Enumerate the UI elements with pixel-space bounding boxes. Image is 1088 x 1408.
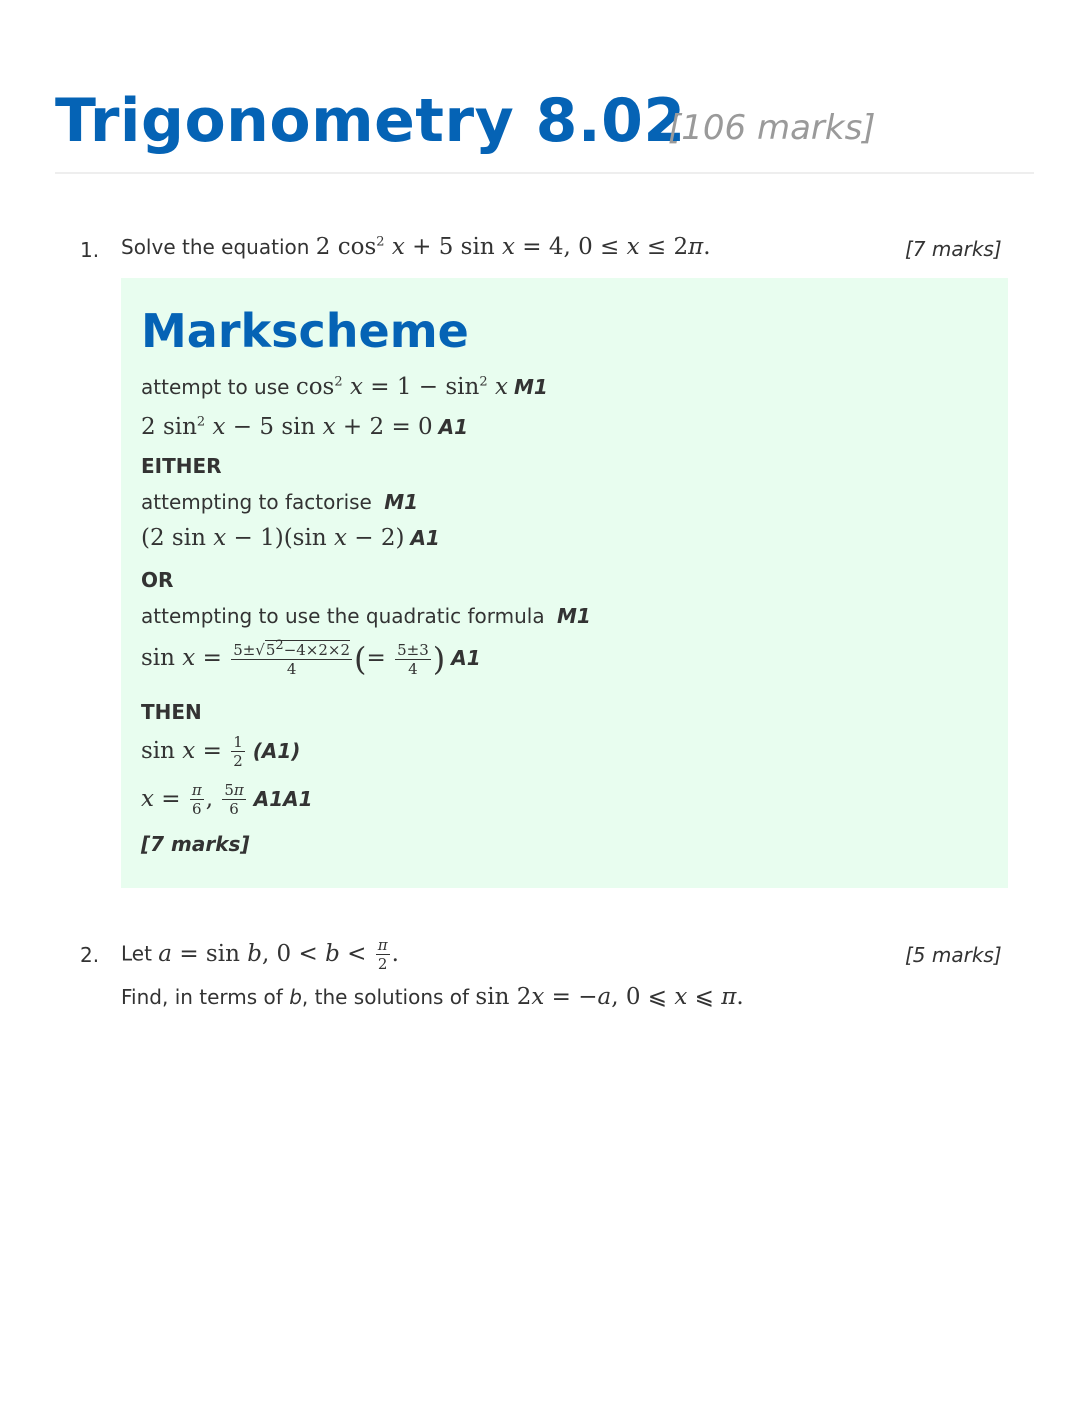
question-text-mid: , the solutions of	[301, 985, 476, 1009]
math-expression: (2 sin x − 1)(sin x − 2)	[141, 525, 405, 551]
markscheme-box	[121, 278, 1008, 888]
mark-label: A1	[410, 526, 440, 550]
question-marks: [5 marks]	[905, 943, 1002, 967]
math-expression: sin x = $\frac{5\pm√5^2-4\times 2\times 2}{4}$ (= $\frac{5\pm 3}{4}$ )	[141, 637, 446, 678]
markscheme-line	[141, 733, 300, 770]
page-header	[55, 86, 1034, 174]
math-expression: sin x = $\frac{1}{2}$	[141, 733, 243, 770]
math-expression: 2 $\sin^2 x - 5$ sin x + 2 = 0	[141, 414, 433, 440]
markscheme-line	[141, 604, 591, 628]
question-text-prefix: Let	[121, 941, 159, 966]
mark-label: A1	[451, 646, 481, 670]
markscheme-title: Markscheme	[141, 304, 469, 358]
markscheme-line	[141, 525, 440, 551]
mark-label: A1	[438, 415, 469, 439]
math-expression: a = sin b, 0 < b < $\frac{\pi}{2}$ .	[158, 936, 399, 973]
markscheme-line	[141, 414, 468, 440]
markscheme-total: [7 marks]	[141, 832, 250, 856]
mark-label: M1	[513, 375, 548, 399]
question-marks: [7 marks]	[905, 237, 1002, 261]
variable: b	[289, 985, 302, 1009]
mark-label: (A1)	[252, 738, 301, 763]
markscheme-line	[141, 490, 418, 514]
mark-label: M1	[556, 604, 591, 628]
question-text	[121, 984, 744, 1010]
question-text-prefix: Solve the equation	[121, 235, 316, 259]
question-number: 1.	[80, 238, 100, 262]
question-text	[121, 936, 399, 973]
question-text-prefix: Find, in terms of	[121, 985, 290, 1009]
total-marks: [106 marks]	[668, 108, 876, 148]
math-expression: sin 2x = −a, 0 ⩽ x ⩽ π.	[475, 984, 744, 1010]
markscheme-text: attempting to use the quadratic formula	[141, 604, 551, 628]
markscheme-text: attempting to factorise	[141, 490, 379, 514]
question-number: 2.	[80, 943, 100, 967]
section-label-or: OR	[141, 568, 174, 592]
markscheme-line	[141, 374, 548, 400]
markscheme-text: attempt to use	[141, 375, 296, 399]
markscheme-line	[141, 781, 313, 818]
question-equation: 2 $\cos^2 x + 5$ sin x = 4, 0 ≤ x ≤ 2π.	[315, 234, 711, 260]
math-expression: $\cos^2 x = 1 - \sin^2 x$	[295, 374, 508, 400]
markscheme-line	[141, 637, 481, 678]
mark-label: M1	[384, 490, 419, 514]
question-text	[121, 234, 711, 260]
mark-label: A1A1	[253, 786, 313, 811]
page-title: Trigonometry 8.02	[55, 86, 686, 156]
math-expression: x = $\frac{\pi}{6}$ , $\frac{5\pi}{6}$	[141, 781, 244, 818]
section-label-either: EITHER	[141, 454, 222, 478]
section-label-then: THEN	[141, 700, 202, 724]
